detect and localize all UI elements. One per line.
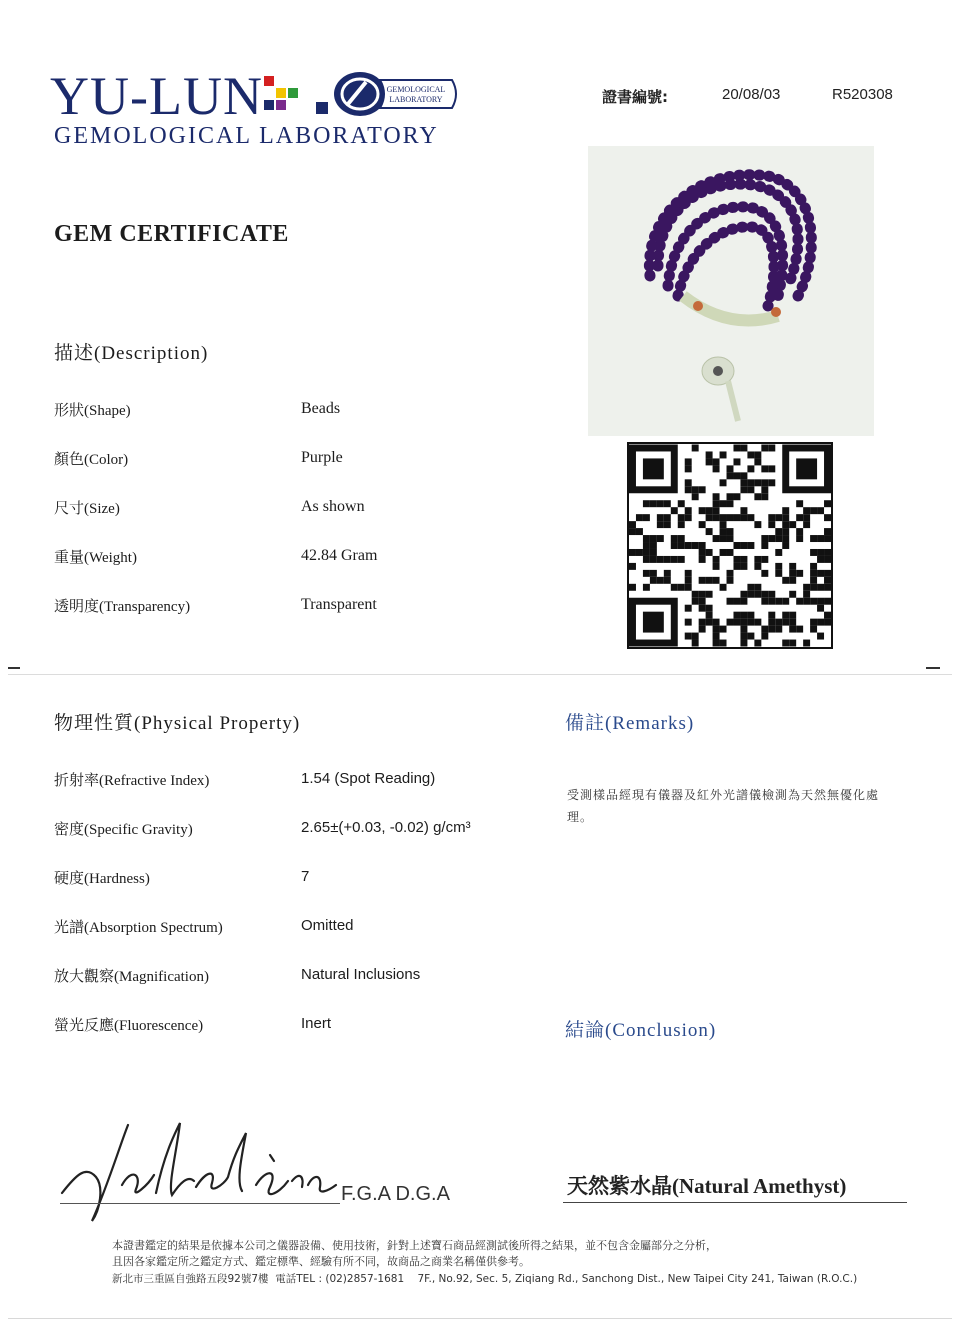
badge-line2: LABORATORY (389, 95, 443, 104)
gem-photo (588, 146, 874, 436)
description-value: As shown (301, 498, 365, 515)
physical-value: Inert (301, 1015, 332, 1032)
remarks-heading: 備註(Remarks) (565, 713, 695, 734)
physical-label: 螢光反應(Fluorescence) (54, 1018, 204, 1034)
description-label: 形狀(Shape) (54, 403, 131, 419)
cert-number: R520308 (832, 86, 893, 103)
cert-number-label: 證書編號: (602, 88, 668, 106)
signature-line (60, 1203, 340, 1204)
signature-icon (56, 1115, 346, 1225)
physical-label: 光譜(Absorption Spectrum) (54, 920, 223, 936)
divider-tick-right (926, 667, 940, 669)
description-label: 透明度(Transparency) (54, 599, 191, 615)
conclusion-underline (563, 1202, 907, 1203)
physical-value: 1.54 (Spot Reading) (301, 770, 436, 787)
cert-date: 20/08/03 (722, 86, 781, 103)
remarks-text: 受測樣品經現有儀器及紅外光譜儀檢測為天然無優化處理。 (567, 788, 880, 824)
description-label: 重量(Weight) (54, 550, 137, 566)
qr-code[interactable] (627, 442, 833, 649)
footer-tel: 電話TEL : (02)2857-1681 (275, 1273, 405, 1285)
physical-value: 2.65±(+0.03, -0.02) g/cm³ (301, 819, 471, 836)
description-value: Transparent (301, 596, 377, 613)
physical-label: 密度(Specific Gravity) (54, 822, 193, 838)
physical-label: 放大觀察(Magnification) (54, 969, 209, 985)
footer-address-en: 7F., No.92, Sec. 5, Ziqiang Rd., Sanchong Dist., New Taipei City 241, Taiwan (R.O.C.) (417, 1273, 858, 1285)
description-heading: 描述(Description) (54, 343, 209, 364)
lab-logo-icon (262, 72, 462, 118)
description-value: Purple (301, 449, 343, 466)
physical-heading: 物理性質(Physical Property) (54, 713, 301, 734)
footer-disclaimer-2: 且因各家鑑定所之鑑定方式、鑑定標準、經驗有所不同，故商品之商業名稱僅供參考。 (112, 1255, 530, 1268)
brand-name: YU-LUN (50, 66, 263, 126)
footer-contact (112, 1271, 857, 1286)
footer-address-zh: 新北市三重區自強路五段92號7樓 (112, 1273, 269, 1285)
description-label: 尺寸(Size) (54, 501, 120, 517)
certificate-title: GEM CERTIFICATE (54, 221, 289, 247)
qr-code-icon (629, 444, 831, 647)
signer-credentials: F.G.A D.G.A (341, 1183, 450, 1205)
bottom-rule (8, 1318, 952, 1319)
description-label: 顏色(Color) (54, 452, 129, 468)
badge-line1: GEMOLOGICAL (386, 85, 446, 94)
conclusion-text: 天然紫水晶(Natural Amethyst) (567, 1174, 847, 1198)
description-value: Beads (301, 400, 341, 417)
brand-subtitle: GEMOLOGICAL LABORATORY (54, 123, 439, 149)
physical-value: 7 (301, 868, 310, 885)
physical-label: 折射率(Refractive Index) (54, 773, 210, 789)
divider-tick-left (8, 667, 20, 669)
conclusion-heading: 結論(Conclusion) (565, 1020, 717, 1041)
section-divider (8, 674, 952, 675)
physical-label: 硬度(Hardness) (54, 871, 150, 887)
physical-value: Omitted (301, 917, 354, 934)
physical-value: Natural Inclusions (301, 966, 421, 983)
footer-disclaimer-1: 本證書鑑定的結果是依據本公司之儀器設備、使用技術，針對上述寶石商品經測試後所得之結果，並不包含金屬部分之分析， (112, 1239, 717, 1252)
description-value: 42.84 Gram (301, 547, 378, 564)
